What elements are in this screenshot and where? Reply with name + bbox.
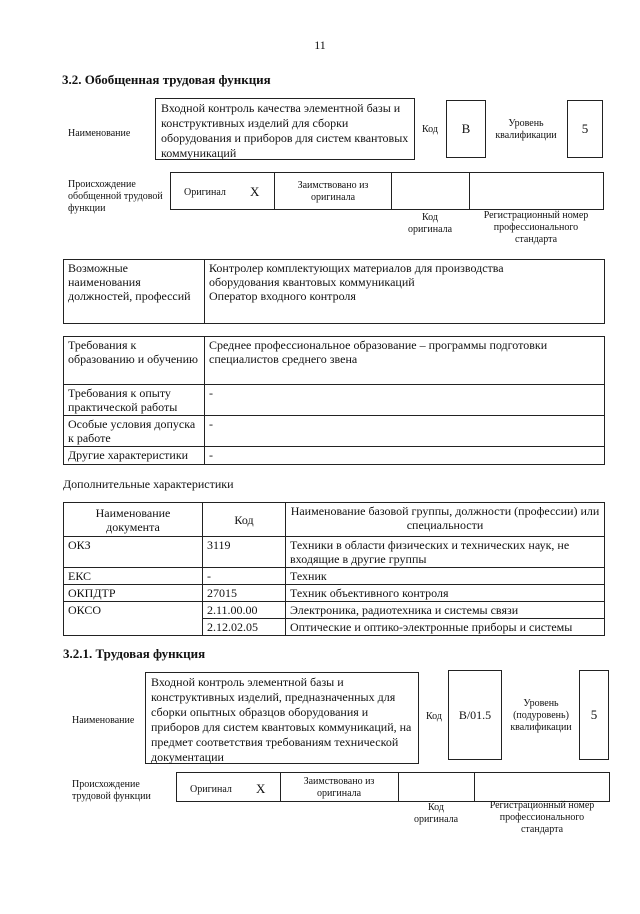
reg-number-label: Регистрационный номер профессионального стандарта xyxy=(483,210,589,245)
positions-values xyxy=(205,260,605,324)
position-line: Контролер комплектующих материалов для производства xyxy=(209,261,504,275)
requirement-value: - xyxy=(205,447,605,465)
cell-name: Техник объективного контроля xyxy=(286,585,605,602)
cell-name: Электроника, радиотехника и системы связи xyxy=(286,602,605,619)
level-value: 5 xyxy=(579,670,609,760)
name-value: Входной контроль качества элементной базы и конструктивных изделий для сборки оборудования и приборов для систем квантовых коммуникаций xyxy=(155,98,415,160)
cell-name: Оптические и оптико-электронные приборы и системы xyxy=(286,619,605,636)
cell-name: Техник xyxy=(286,568,605,585)
requirement-value: - xyxy=(205,416,605,447)
additional-title: Дополнительные характеристики xyxy=(63,477,234,491)
table-row xyxy=(64,537,605,568)
divider xyxy=(274,172,275,210)
code-original-label: Код оригинала xyxy=(413,802,459,825)
page-number: 11 xyxy=(314,38,326,52)
cell-name: Техники в области физических и технических наук, не входящие в другие группы xyxy=(286,537,605,568)
cell-document: ОКПДТР xyxy=(64,585,203,602)
section-heading: 3.2. Обобщенная трудовая функция xyxy=(62,72,271,87)
table-row xyxy=(64,602,605,619)
positions-label: Возможные наименования должностей, профессий xyxy=(64,260,205,324)
positions-table xyxy=(63,259,605,324)
code-value: B/01.5 xyxy=(448,670,502,760)
divider xyxy=(474,772,475,802)
col-header-name: Наименование базовой группы, должности (профессии) или специальности xyxy=(286,503,605,537)
name-label: Наименование xyxy=(68,128,131,139)
additional-table xyxy=(63,502,605,636)
divider xyxy=(398,772,399,802)
requirement-label: Другие характеристики xyxy=(64,447,205,465)
cell-code: 27015 xyxy=(203,585,286,602)
cell-document: ОКСО xyxy=(64,602,203,636)
requirement-label: Требования к образованию и обучению xyxy=(64,337,205,385)
original-mark: X xyxy=(250,184,260,199)
position-line: оборудования квантовых коммуникаций xyxy=(209,275,415,289)
cell-code: 3119 xyxy=(203,537,286,568)
requirement-value: - xyxy=(205,385,605,416)
table-row xyxy=(64,585,605,602)
original-mark: X xyxy=(256,781,266,796)
borrowed-label: Заимствовано из оригинала xyxy=(297,180,369,203)
name-label: Наименование xyxy=(72,715,135,726)
original-label: Оригинал xyxy=(184,187,226,198)
requirement-label: Особые условия допуска к работе xyxy=(64,416,205,447)
requirement-value: Среднее профессиональное образование – программы подготовки специалистов среднего звена xyxy=(205,337,605,385)
reg-number-label: Регистрационный номер профессионального стандарта xyxy=(489,800,595,835)
code-label: Код xyxy=(422,124,438,135)
col-header-code: Код xyxy=(203,503,286,537)
cell-document: ОКЗ xyxy=(64,537,203,568)
cell-code: - xyxy=(203,568,286,585)
level-value: 5 xyxy=(567,100,603,158)
origin-label: Происхождение трудовой функции xyxy=(72,779,151,802)
cell-code: 2.12.02.05 xyxy=(203,619,286,636)
original-label: Оригинал xyxy=(190,784,232,795)
name-value: Входной контроль элементной базы и конструктивных изделий, предназначенных для сборки опытных образцов оборудования и приборов для систем квантовых коммуникаций, на предмет соответствия требованиям технической документации xyxy=(145,672,419,764)
position-line: Оператор входного контроля xyxy=(209,289,356,303)
code-value: B xyxy=(446,100,486,158)
table-row xyxy=(64,568,605,585)
code-original-label: Код оригинала xyxy=(407,212,453,235)
requirements-table xyxy=(63,336,605,465)
divider xyxy=(280,772,281,802)
level-label: Уровень (подуровень) квалификации xyxy=(510,698,572,733)
subsection-heading: 3.2.1. Трудовая функция xyxy=(63,646,206,661)
level-label: Уровень квалификации xyxy=(495,118,557,141)
cell-document: ЕКС xyxy=(64,568,203,585)
divider xyxy=(469,172,470,210)
divider xyxy=(391,172,392,210)
code-label: Код xyxy=(426,711,442,722)
col-header-document: Наименование документа xyxy=(64,503,203,537)
borrowed-label: Заимствовано из оригинала xyxy=(303,776,375,799)
requirement-label: Требования к опыту практической работы xyxy=(64,385,205,416)
origin-label: Происхождение обобщенной трудовой функции xyxy=(68,179,163,214)
cell-code: 2.11.00.00 xyxy=(203,602,286,619)
